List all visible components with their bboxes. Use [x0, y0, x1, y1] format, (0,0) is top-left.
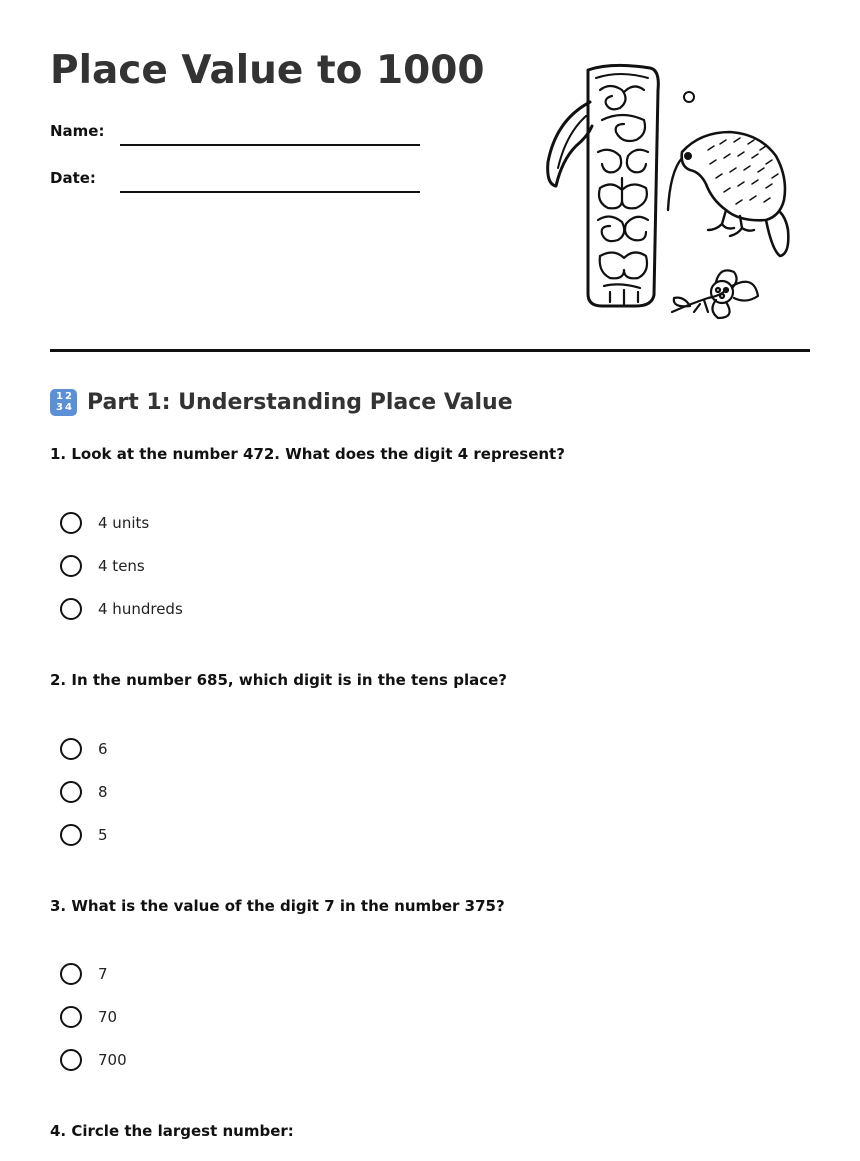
name-label: Name:: [50, 122, 105, 140]
option-label: 5: [98, 826, 108, 844]
radio-button[interactable]: [60, 824, 82, 846]
date-field[interactable]: [50, 165, 430, 195]
question-4: 4. Circle the largest number:: [50, 1122, 294, 1140]
radio-button[interactable]: [60, 738, 82, 760]
radio-button[interactable]: [60, 963, 82, 985]
beak-carving-icon: [548, 102, 592, 186]
option-label: 4 units: [98, 514, 150, 532]
name-input-line[interactable]: [120, 144, 420, 146]
q3-option-3[interactable]: [60, 1047, 127, 1073]
q1-option-3[interactable]: [60, 596, 183, 622]
q1-option-2[interactable]: [60, 553, 145, 579]
section-heading: [50, 389, 513, 416]
radio-button[interactable]: [60, 781, 82, 803]
page-title: Place Value to 1000: [50, 48, 485, 93]
radio-button[interactable]: [60, 1049, 82, 1071]
option-label: 700: [98, 1051, 127, 1069]
option-label: 4 hundreds: [98, 600, 183, 618]
small-circle-icon: [684, 92, 694, 102]
q2-option-3[interactable]: [60, 822, 108, 848]
radio-button[interactable]: [60, 512, 82, 534]
date-label: Date:: [50, 169, 96, 187]
q3-option-1[interactable]: [60, 961, 108, 987]
question-3: 3. What is the value of the digit 7 in the number 375?: [50, 897, 505, 915]
date-input-line[interactable]: [120, 191, 420, 193]
option-label: 8: [98, 783, 108, 801]
maori-carving-kiwi-illustration: [540, 60, 800, 325]
numbers-1234-icon: 1 2 3 4: [50, 389, 77, 416]
kiwi-bird-icon: [668, 132, 788, 256]
header-divider: [50, 349, 810, 352]
option-label: 70: [98, 1008, 118, 1026]
q3-option-2[interactable]: [60, 1004, 117, 1030]
section-heading-text: Part 1: Understanding Place Value: [87, 390, 513, 415]
q2-option-1[interactable]: [60, 736, 108, 762]
flower-icon: [672, 270, 758, 318]
radio-button[interactable]: [60, 555, 82, 577]
q2-option-2[interactable]: [60, 779, 108, 805]
option-label: 7: [98, 965, 108, 983]
option-label: 4 tens: [98, 557, 145, 575]
radio-button[interactable]: [60, 1006, 82, 1028]
q1-option-1[interactable]: [60, 510, 149, 536]
name-field[interactable]: [50, 118, 430, 148]
radio-button[interactable]: [60, 598, 82, 620]
question-1: 1. Look at the number 472. What does the digit 4 represent?: [50, 445, 565, 463]
option-label: 6: [98, 740, 108, 758]
question-2: 2. In the number 685, which digit is in the tens place?: [50, 671, 507, 689]
